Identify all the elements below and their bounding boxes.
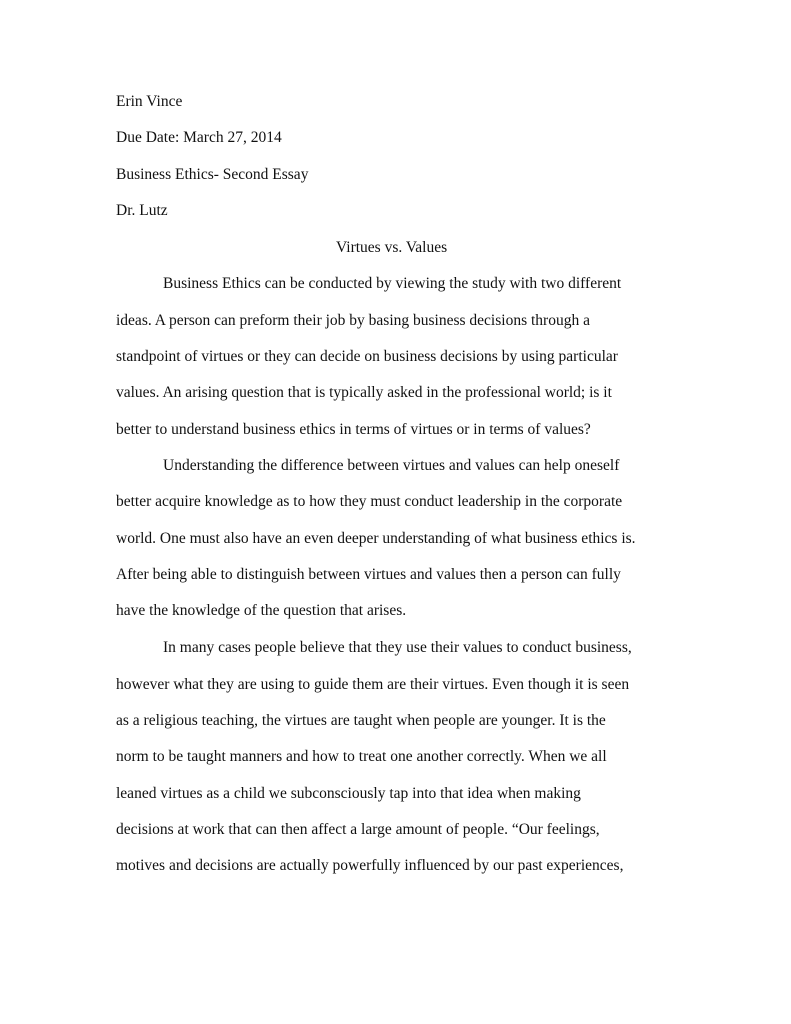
body-line: After being able to distinguish between virtues and values then a person can fully — [116, 566, 621, 583]
author-name: Erin Vince — [116, 93, 183, 110]
essay-title: Virtues vs. Values — [336, 239, 448, 256]
body-line: norm to be taught manners and how to treat one another correctly. When we all — [116, 748, 607, 765]
body-line: In many cases people believe that they use their values to conduct business, — [163, 639, 632, 656]
body-line: Business Ethics can be conducted by viewing the study with two different — [163, 275, 622, 292]
body-line: leaned virtues as a child we subconsciously tap into that idea when making — [116, 785, 581, 802]
body-line: ideas. A person can preform their job by basing business decisions through a — [116, 312, 590, 329]
body-line: have the knowledge of the question that arises. — [116, 602, 407, 619]
body-line: Understanding the difference between virtues and values can help oneself — [163, 457, 620, 474]
body-line: decisions at work that can then affect a large amount of people. “Our feelings, — [116, 821, 600, 838]
body-line: world. One must also have an even deeper understanding of what business ethics is. — [116, 530, 636, 547]
body-line: standpoint of virtues or they can decide on business decisions by using particular — [116, 348, 618, 365]
body-line: values. An arising question that is typically asked in the professional world; is it — [116, 384, 612, 401]
body-line: motives and decisions are actually powerfully influenced by our past experiences, — [116, 857, 624, 874]
body-line: better acquire knowledge as to how they must conduct leadership in the corporate — [116, 493, 623, 510]
course-name: Business Ethics- Second Essay — [116, 166, 309, 183]
body-line: however what they are using to guide them are their virtues. Even though it is seen — [116, 676, 630, 693]
body-line: better to understand business ethics in terms of virtues or in terms of values? — [116, 421, 591, 438]
body-line: as a religious teaching, the virtues are taught when people are younger. It is the — [116, 712, 606, 729]
due-date: Due Date: March 27, 2014 — [116, 129, 282, 146]
instructor-name: Dr. Lutz — [116, 202, 168, 219]
